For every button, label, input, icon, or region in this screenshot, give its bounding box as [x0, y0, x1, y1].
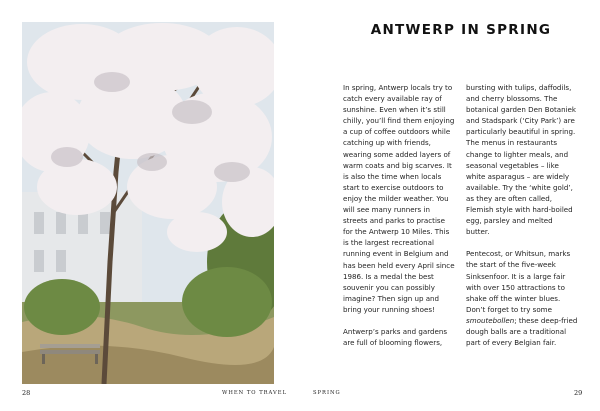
page-title: ANTWERP IN SPRING [370, 22, 552, 38]
blossom-tree-photo [22, 22, 274, 384]
running-header-left: WHEN TO TRAVEL [222, 390, 288, 396]
running-header-right: SPRING [313, 390, 341, 396]
body-column-left [343, 82, 455, 359]
paragraph-text: ; these deep-fried dough balls are a traditional part of every Belgian fair. [466, 315, 578, 348]
page-number-right: 29 [574, 389, 583, 397]
body-column-right [466, 82, 578, 359]
page-number-left: 28 [22, 389, 31, 397]
paragraph-text: Pentecost, or Whitsun, marks the start of the five-week Sinksenfoor. It is a large fair with over 150 attractions to shake off the winter blues. Don’t forget to try some [466, 249, 571, 314]
body-paragraph: bursting with tulips, daffodils, and cherry blossoms. The botanical garden Den Botaniek and Stadspark (‘City Park’) are particularly beautiful in spring. The menus in restaurants change to lighter meals, and seasonal vegetables – like white asparagus – are widely available. Try the ‘white gold’, as they are often called, Flemish style with hard-boiled egg, parsley and melted butter. [466, 83, 577, 237]
italic-term: smoutebollen [466, 315, 515, 325]
body-paragraph: Antwerp’s parks and gardens are full of blooming flowers, [343, 326, 448, 348]
body-paragraph: In spring, Antwerp locals try to catch every available ray of sunshine. Even when it’s still chilly, you’ll find them enjoying a cup of coffee outdoors while catching up with friends, wearing some added layers of warm coats and big scarves. It is also the time when locals start to exercise outdoors to enjoy the milder weather. You will see many runners in streets and parks to practise for the Antwerp 10 Miles. This is the largest recreational running event in Belgium and has been held every April since 1986. Is a medal the best souvenir you can possibly imagine? Then sign up and bring your running shoes! [343, 83, 455, 314]
photo-illustration [22, 22, 274, 384]
body-paragraph [466, 248, 578, 348]
